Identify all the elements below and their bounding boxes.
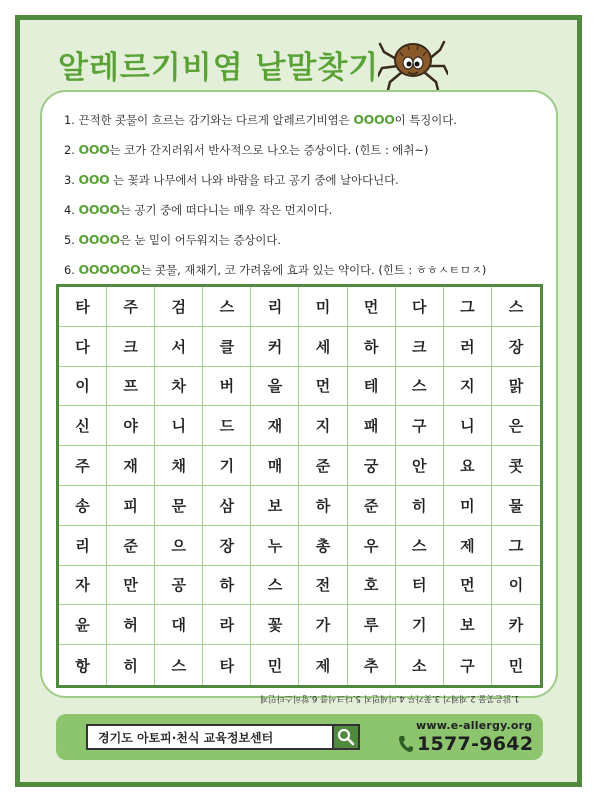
grid-cell[interactable]: 대 <box>155 605 203 645</box>
upside-down-answers: 1.맑은콧물 2.재채기 3.꽃가루 4.미세먼지 5.다크서클 6.항히스타민제 <box>260 693 520 703</box>
grid-cell[interactable]: 구 <box>396 406 444 446</box>
grid-cell[interactable]: 윤 <box>59 605 107 645</box>
grid-cell[interactable]: 그 <box>492 526 540 566</box>
grid-cell[interactable]: 채 <box>155 446 203 486</box>
grid-cell[interactable]: 히 <box>396 486 444 526</box>
grid-cell[interactable]: 안 <box>396 446 444 486</box>
grid-cell[interactable]: 스 <box>251 566 299 606</box>
grid-cell[interactable]: 가 <box>299 605 347 645</box>
grid-cell[interactable]: 지 <box>444 367 492 407</box>
grid-cell[interactable]: 으 <box>155 526 203 566</box>
grid-cell[interactable]: 소 <box>396 645 444 685</box>
grid-cell[interactable]: 스 <box>396 367 444 407</box>
grid-cell[interactable]: 보 <box>444 605 492 645</box>
grid-cell[interactable]: 준 <box>299 446 347 486</box>
grid-cell[interactable]: 준 <box>348 486 396 526</box>
grid-cell[interactable]: 을 <box>251 367 299 407</box>
grid-cell[interactable]: 타 <box>59 287 107 327</box>
grid-cell[interactable]: 호 <box>348 566 396 606</box>
grid-cell[interactable]: 공 <box>155 566 203 606</box>
grid-cell[interactable]: 버 <box>203 367 251 407</box>
grid-cell[interactable]: 제 <box>299 645 347 685</box>
grid-cell[interactable]: 궁 <box>348 446 396 486</box>
grid-cell[interactable]: 히 <box>107 645 155 685</box>
grid-cell[interactable]: 니 <box>155 406 203 446</box>
phone-row <box>398 733 533 755</box>
grid-cell[interactable]: 우 <box>348 526 396 566</box>
grid-cell[interactable]: 크 <box>396 327 444 367</box>
grid-cell[interactable]: 삼 <box>203 486 251 526</box>
grid-cell[interactable]: 먼 <box>444 566 492 606</box>
grid-cell[interactable]: 패 <box>348 406 396 446</box>
grid-cell[interactable]: 자 <box>59 566 107 606</box>
grid-cell[interactable]: 누 <box>251 526 299 566</box>
grid-cell[interactable]: 니 <box>444 406 492 446</box>
grid-cell[interactable]: 전 <box>299 566 347 606</box>
dust-mite-icon <box>378 30 448 92</box>
grid-cell[interactable]: 하 <box>299 486 347 526</box>
website-url[interactable]: www.e-allergy.org <box>416 719 533 732</box>
grid-cell[interactable]: 검 <box>155 287 203 327</box>
grid-cell[interactable]: 다 <box>59 327 107 367</box>
grid-cell[interactable]: 총 <box>299 526 347 566</box>
grid-cell[interactable]: 이 <box>59 367 107 407</box>
grid-cell[interactable]: 항 <box>59 645 107 685</box>
search-button[interactable] <box>332 724 360 750</box>
search-icon <box>337 728 355 746</box>
grid-cell[interactable]: 만 <box>107 566 155 606</box>
grid-cell[interactable]: 프 <box>107 367 155 407</box>
grid-cell[interactable]: 스 <box>203 287 251 327</box>
grid-cell[interactable]: 민 <box>251 645 299 685</box>
grid-cell[interactable]: 먼 <box>348 287 396 327</box>
grid-cell[interactable]: 장 <box>203 526 251 566</box>
grid-cell[interactable]: 은 <box>492 406 540 446</box>
grid-cell[interactable]: 지 <box>299 406 347 446</box>
grid-cell[interactable]: 맑 <box>492 367 540 407</box>
grid-cell[interactable]: 준 <box>107 526 155 566</box>
grid-cell[interactable]: 꽃 <box>251 605 299 645</box>
grid-cell[interactable]: 이 <box>492 566 540 606</box>
grid-cell[interactable]: 허 <box>107 605 155 645</box>
question-1: 1. 끈적한 콧물이 흐르는 감기와는 다르게 알레르기비염은 OOOO이 특징이다. <box>64 112 457 127</box>
grid-cell[interactable]: 신 <box>59 406 107 446</box>
grid-cell[interactable]: 미 <box>299 287 347 327</box>
phone-icon <box>398 735 414 753</box>
grid-cell[interactable]: 크 <box>107 327 155 367</box>
grid-cell[interactable]: 세 <box>299 327 347 367</box>
grid-cell[interactable]: 장 <box>492 327 540 367</box>
grid-cell[interactable]: 매 <box>251 446 299 486</box>
question-5: 5. OOOO은 눈 밑이 어두워지는 증상이다. <box>64 232 281 247</box>
grid-cell[interactable]: 보 <box>251 486 299 526</box>
grid-cell[interactable]: 하 <box>203 566 251 606</box>
grid-cell[interactable]: 문 <box>155 486 203 526</box>
grid-cell[interactable]: 그 <box>444 287 492 327</box>
grid-cell[interactable]: 민 <box>508 656 524 675</box>
grid-cell[interactable]: 요 <box>444 446 492 486</box>
grid-cell[interactable]: 피 <box>107 486 155 526</box>
grid-cell[interactable]: 기 <box>203 446 251 486</box>
grid-cell[interactable]: 스 <box>492 287 540 327</box>
grid-cell[interactable]: 송 <box>59 486 107 526</box>
grid-cell[interactable]: 드 <box>203 406 251 446</box>
grid-cell[interactable]: 카 <box>492 605 540 645</box>
grid-cell[interactable]: 커 <box>251 327 299 367</box>
grid-cell[interactable]: 타 <box>203 645 251 685</box>
grid-cell[interactable]: 루 <box>348 605 396 645</box>
question-2: 2. OOO는 코가 간지러워서 반사적으로 나오는 증상이다. (힌트 : 에취~) <box>64 142 429 157</box>
question-3: 3. OOO 는 꽃과 나무에서 나와 바람을 타고 공기 중에 날아다닌다. <box>64 172 399 187</box>
question-4: 4. OOOO는 공기 중에 떠다니는 매우 작은 먼지이다. <box>64 202 333 217</box>
grid-cell[interactable]: 리 <box>59 526 107 566</box>
phone-number[interactable]: 1577-9642 <box>417 733 534 755</box>
grid-cell[interactable]: 구 <box>444 645 492 685</box>
grid-cell[interactable]: 다 <box>396 287 444 327</box>
grid-cell[interactable]: 기 <box>396 605 444 645</box>
grid-cell[interactable]: 먼 <box>299 367 347 407</box>
page-title: 알레르기비염 낱말찾기 <box>58 49 380 86</box>
grid-cell[interactable]: 테 <box>348 367 396 407</box>
grid-cell[interactable]: 차 <box>155 367 203 407</box>
grid-cell[interactable]: 클 <box>203 327 251 367</box>
grid-cell[interactable]: 재 <box>251 406 299 446</box>
grid-cell[interactable]: 추 <box>348 645 396 685</box>
grid-cell[interactable]: 미 <box>444 486 492 526</box>
grid-cell[interactable]: 주 <box>59 446 107 486</box>
grid-cell[interactable]: 러 <box>444 327 492 367</box>
grid-cell[interactable]: 스 <box>396 526 444 566</box>
grid-cell[interactable]: 라 <box>203 605 251 645</box>
grid-cell[interactable]: 제 <box>444 526 492 566</box>
grid-cell[interactable]: 스 <box>155 645 203 685</box>
grid-cell[interactable]: 터 <box>396 566 444 606</box>
org-search-box[interactable] <box>86 724 334 750</box>
word-search-grid <box>56 284 543 688</box>
question-6: 6. OOOOOO는 콧물, 재채기, 코 가려움에 효과 있는 약이다. (힌트 : ㅎㅎㅅㅌㅁㅈ) <box>64 262 487 277</box>
grid-cell[interactable]: 야 <box>107 406 155 446</box>
grid-cell[interactable]: 물 <box>492 486 540 526</box>
grid-cell[interactable]: 서 <box>155 327 203 367</box>
question-list <box>64 112 544 292</box>
grid-cell[interactable]: 리 <box>251 287 299 327</box>
grid-cell[interactable]: 주 <box>107 287 155 327</box>
grid-cell[interactable]: 재 <box>107 446 155 486</box>
org-name: 경기도 아토피·천식 교육정보센터 <box>98 730 274 745</box>
grid-cell[interactable]: 하 <box>348 327 396 367</box>
grid-cell[interactable]: 콧 <box>492 446 540 486</box>
